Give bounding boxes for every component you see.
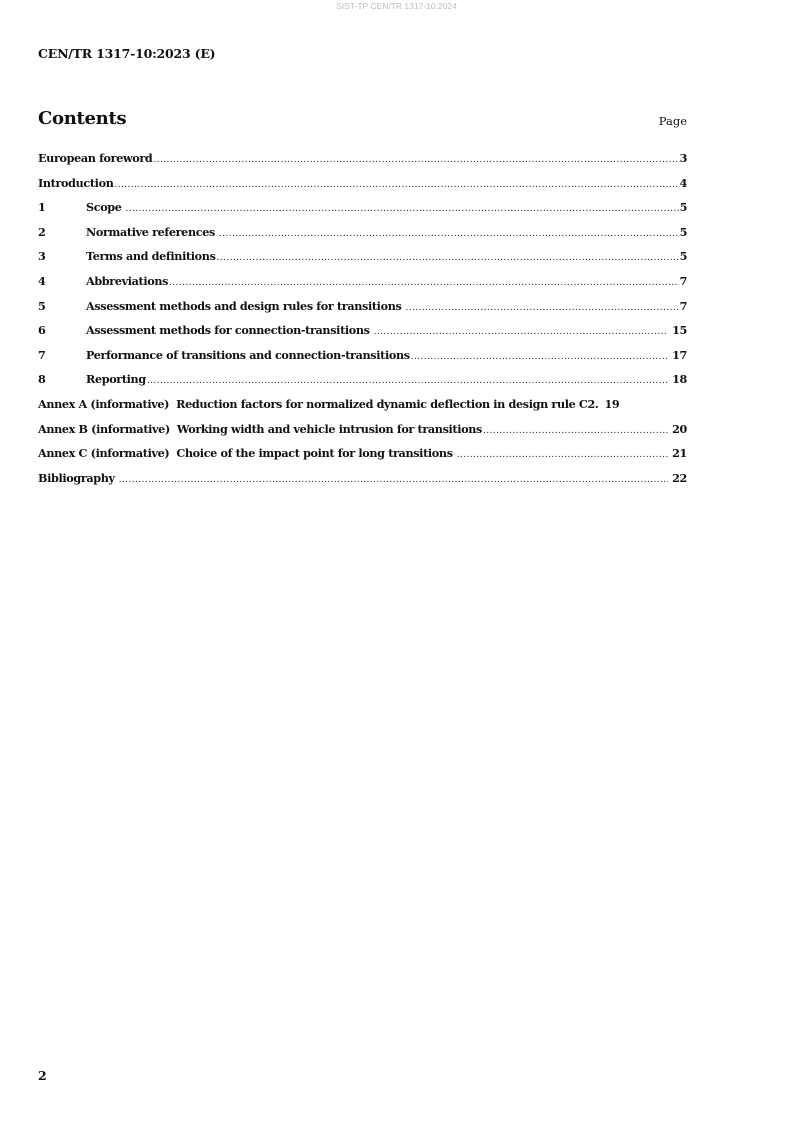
toc-entry-page: 7 (679, 273, 687, 288)
toc-leader-dots (411, 352, 668, 362)
toc-entry-page: 5 (679, 249, 687, 264)
toc-entry-number: 8 (38, 372, 46, 387)
toc-entry-page: 15 (672, 323, 687, 338)
toc-entry-european-foreword[interactable] (38, 151, 687, 176)
toc-entry-title: Performance of transitions and connection-transitions (86, 347, 410, 362)
toc-entry-title: Reporting (86, 372, 146, 387)
toc-leader-dots (457, 450, 668, 460)
toc-entry-page: 21 (672, 446, 687, 461)
toc-entry-page: 7 (679, 298, 687, 313)
toc-entry-terms-and-definitions[interactable] (38, 249, 687, 274)
contents-title: Contents (38, 108, 127, 129)
toc-entry-page: 19 (604, 396, 620, 411)
toc-entry-annex-c[interactable] (38, 446, 687, 471)
toc-entry-title: European foreword (38, 151, 153, 165)
toc-entry-performance[interactable] (38, 348, 687, 373)
toc-entry-scope[interactable] (38, 200, 687, 225)
toc-entry-number: 7 (38, 347, 46, 362)
toc-entry-title: Assessment methods and design rules for transitions (86, 298, 402, 313)
toc-entry-bibliography[interactable] (38, 471, 687, 496)
toc-entry-title: Reduction factors for normalized dynamic deflection in design rule C2. (176, 396, 599, 411)
toc-entry-reporting[interactable] (38, 372, 687, 397)
toc-entry-introduction[interactable] (38, 176, 687, 201)
toc-entry-annex-a[interactable] (38, 397, 687, 422)
toc-entry-annex-b[interactable] (38, 422, 687, 447)
toc-entry-page: 20 (672, 421, 687, 436)
toc-entry-title: Assessment methods for connection-transitions (86, 323, 370, 338)
toc-entry-number: 2 (38, 224, 46, 239)
toc-entry-page: 5 (679, 200, 687, 215)
toc-entry-number: 1 (38, 200, 46, 215)
toc-entry-title: Abbreviations (86, 273, 169, 288)
toc-entry-number: 5 (38, 298, 46, 313)
toc-leader-dots (169, 278, 678, 288)
toc-entry-title: Working width and vehicle intrusion for transitions (176, 421, 482, 436)
toc-entry-title: Introduction (38, 175, 114, 190)
toc-entry-abbreviations[interactable] (38, 274, 687, 299)
toc-annex-label: Annex B (informative) (38, 421, 170, 436)
toc-entry-page: 18 (672, 372, 687, 387)
toc-entry-page: 3 (679, 151, 687, 165)
toc-leader-dots (219, 229, 679, 239)
toc-leader-dots (405, 303, 678, 313)
watermark: SIST-TP CEN/TR 1317-10:2024 (336, 1, 457, 11)
toc-leader-dots (119, 475, 668, 485)
page-number: 2 (38, 1068, 47, 1083)
toc-leader-dots (374, 327, 668, 337)
toc-entry-number: 6 (38, 323, 46, 338)
toc-entry-title: Bibliography (38, 470, 115, 485)
toc-entry-page: 22 (672, 470, 687, 485)
table-of-contents (38, 151, 687, 495)
toc-leader-dots (483, 426, 668, 436)
toc-leader-dots (114, 180, 678, 190)
toc-entry-title: Normative references (86, 224, 215, 239)
document-id: CEN/TR 1317-10:2023 (E) (38, 46, 216, 61)
toc-entry-assessment-methods-connection-transitions[interactable] (38, 323, 687, 348)
toc-leader-dots (147, 376, 668, 386)
toc-leader-dots (153, 155, 678, 165)
toc-leader-dots (126, 204, 679, 214)
toc-entry-title: Choice of the impact point for long transitions (176, 446, 453, 461)
toc-entry-page: 5 (679, 224, 687, 239)
toc-entry-number: 4 (38, 273, 46, 288)
toc-entry-page: 4 (679, 175, 687, 190)
toc-entry-normative-references[interactable] (38, 225, 687, 250)
toc-annex-label: Annex A (informative) (38, 396, 170, 411)
page-column-label: Page (658, 114, 687, 128)
toc-entry-page: 17 (672, 347, 687, 362)
toc-entry-title: Terms and definitions (86, 249, 216, 264)
toc-entry-title: Scope (86, 200, 122, 215)
toc-annex-label: Annex C (informative) (38, 446, 170, 461)
toc-entry-assessment-methods-transitions[interactable] (38, 299, 687, 324)
toc-entry-number: 3 (38, 249, 46, 264)
toc-leader-dots (217, 253, 679, 263)
